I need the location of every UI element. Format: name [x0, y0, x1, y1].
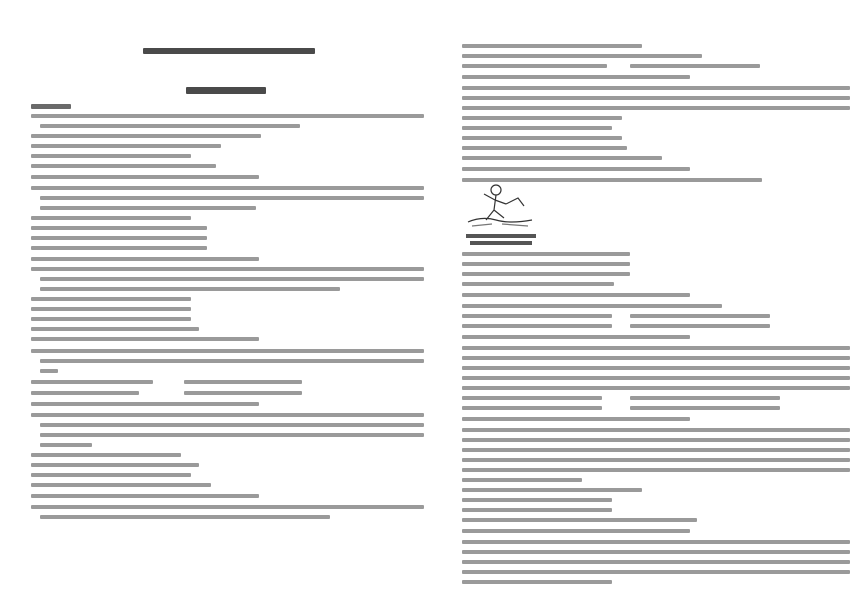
statement [630, 64, 760, 68]
question-4 [31, 349, 424, 353]
cartoon-figure [468, 185, 532, 226]
question-10 [462, 346, 850, 350]
statement [462, 126, 612, 130]
statement [184, 391, 302, 395]
statement [31, 473, 191, 477]
statement [462, 64, 607, 68]
statement [31, 317, 191, 321]
options-row [462, 167, 690, 171]
statement [462, 252, 630, 256]
question-11 [462, 428, 850, 432]
statement [462, 518, 697, 522]
statement [462, 54, 702, 58]
statement [31, 226, 207, 230]
question-1 [31, 114, 424, 118]
statement [462, 314, 612, 318]
statement [462, 156, 662, 160]
question-2 [31, 186, 424, 190]
question-12 [462, 540, 850, 544]
statement [31, 391, 139, 395]
statement [31, 134, 261, 138]
statement [462, 406, 602, 410]
question-6 [31, 505, 424, 509]
section-heading [31, 104, 71, 109]
options-row [31, 175, 259, 179]
options-row [31, 494, 259, 498]
statement [462, 262, 630, 266]
statement [31, 483, 211, 487]
statement [31, 453, 181, 457]
statement [462, 324, 612, 328]
options-row [462, 293, 690, 297]
statement [462, 136, 622, 140]
statement [184, 380, 302, 384]
statement [462, 498, 612, 502]
options-row [31, 337, 259, 341]
statement [462, 508, 612, 512]
statement [630, 396, 780, 400]
statement [462, 282, 614, 286]
statement [630, 314, 770, 318]
statement [31, 327, 199, 331]
statement [31, 164, 216, 168]
cartoon-illustration [462, 180, 540, 248]
exam-header [143, 48, 315, 54]
statement [31, 216, 191, 220]
statement [31, 236, 207, 240]
statement [462, 146, 627, 150]
options-row [462, 335, 690, 339]
statement [31, 307, 191, 311]
statement [630, 324, 770, 328]
options-row [31, 257, 259, 261]
statement [31, 380, 153, 384]
statement [462, 488, 642, 492]
statement [462, 44, 642, 48]
options-row [462, 529, 690, 533]
statement [630, 406, 780, 410]
question-3 [31, 267, 424, 271]
statement [31, 154, 191, 158]
exam-title [186, 87, 266, 94]
options-row [462, 75, 690, 79]
statement [31, 144, 221, 148]
question-7 [462, 86, 850, 90]
statement [462, 272, 630, 276]
options-row [462, 417, 690, 421]
question-9 [462, 304, 722, 308]
question-5 [31, 413, 424, 417]
statement [31, 463, 199, 467]
statement [462, 396, 602, 400]
statement [31, 297, 191, 301]
statement [31, 246, 207, 250]
options-row [31, 402, 259, 406]
